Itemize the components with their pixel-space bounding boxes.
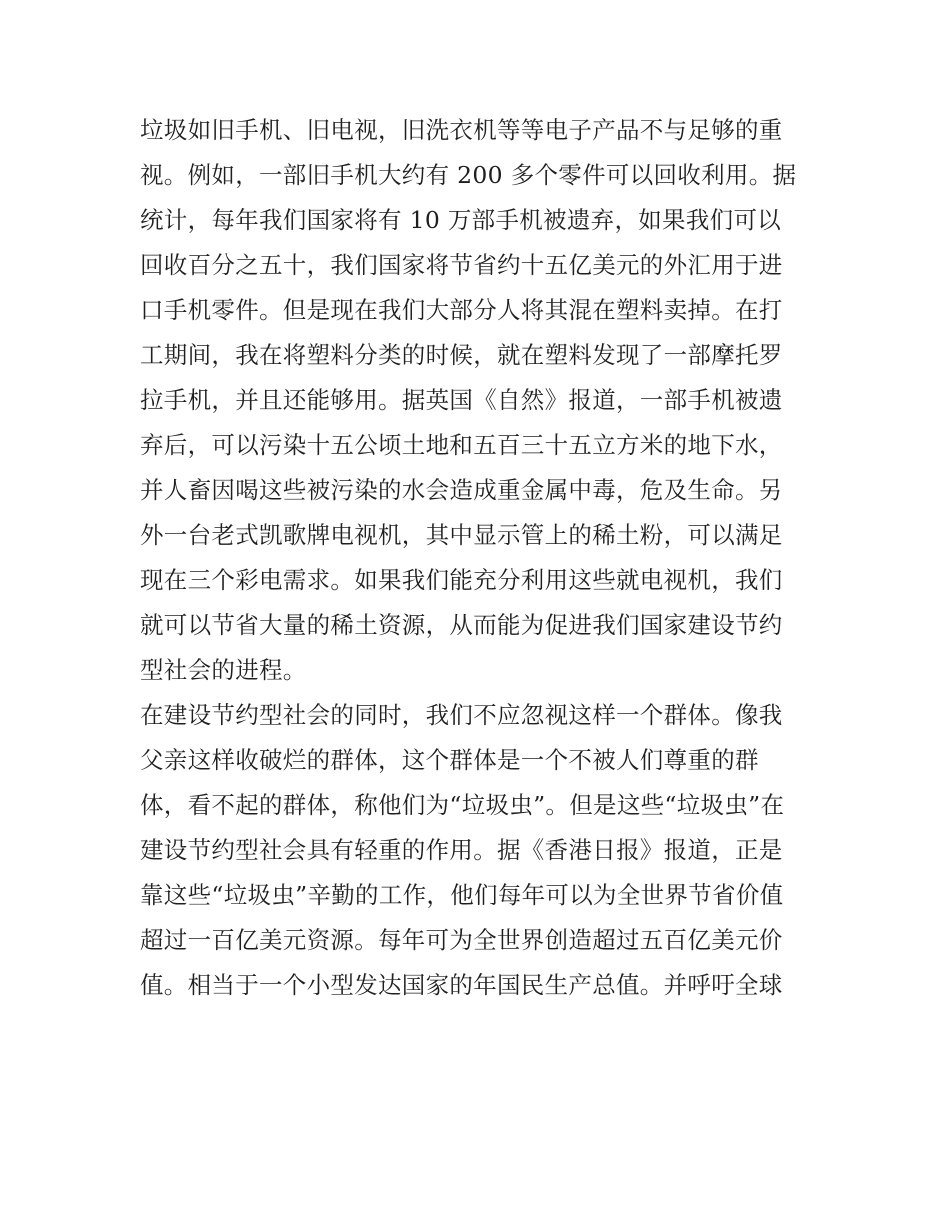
text-line: 就可以节省大量的稀土资源，从而能为促进我们国家建设节约 [140,611,783,639]
text-line: 建设节约型社会具有轻重的作用。据《香港日报》报道，正是 [140,836,783,864]
text-line: 并人畜因喝这些被污染的水会造成重金属中毒，危及生命。另 [140,476,783,504]
text-line: 视。例如，一部旧手机大约有 200 多个零件可以回收利用。据 [140,161,797,189]
paragraph-electronic-waste [140,108,812,693]
text-line: 拉手机，并且还能够用。据英国《自然》报道，一部手机被遗 [140,386,783,414]
text-line: 回收百分之五十，我们国家将节省约十五亿美元的外汇用于进 [140,251,783,279]
paragraph-garbage-collectors [140,693,812,1008]
text-line: 垃圾如旧手机、旧电视，旧洗衣机等等电子产品不与足够的重 [140,116,783,144]
text-line: 超过一百亿美元资源。每年可为全世界创造超过五百亿美元价 [140,926,783,954]
document-body [140,108,812,1008]
text-line: 在建设节约型社会的同时，我们不应忽视这样一个群体。像我 [140,701,783,729]
text-line: 外一台老式凯歌牌电视机，其中显示管上的稀土粉，可以满足 [140,521,783,549]
text-line: 弃后，可以污染十五公顷土地和五百三十五立方米的地下水， [140,431,783,459]
text-line: 工期间，我在将塑料分类的时候，就在塑料发现了一部摩托罗 [140,341,783,369]
text-line: 父亲这样收破烂的群体，这个群体是一个不被人们尊重的群 [140,746,759,774]
text-line: 型社会的进程。 [140,656,307,684]
text-line: 口手机零件。但是现在我们大部分人将其混在塑料卖掉。在打 [140,296,783,324]
text-line: 现在三个彩电需求。如果我们能充分利用这些就电视机，我们 [140,566,783,594]
text-line: 靠这些“垃圾虫”辛勤的工作，他们每年可以为全世界节省价值 [140,881,784,909]
text-line: 统计，每年我们国家将有 10 万部手机被遗弃，如果我们可以 [140,206,782,234]
text-line: 值。相当于一个小型发达国家的年国民生产总值。并呼吁全球 [140,971,783,999]
text-line: 体，看不起的群体，称他们为“垃圾虫”。但是这些“垃圾虫”在 [140,791,785,819]
